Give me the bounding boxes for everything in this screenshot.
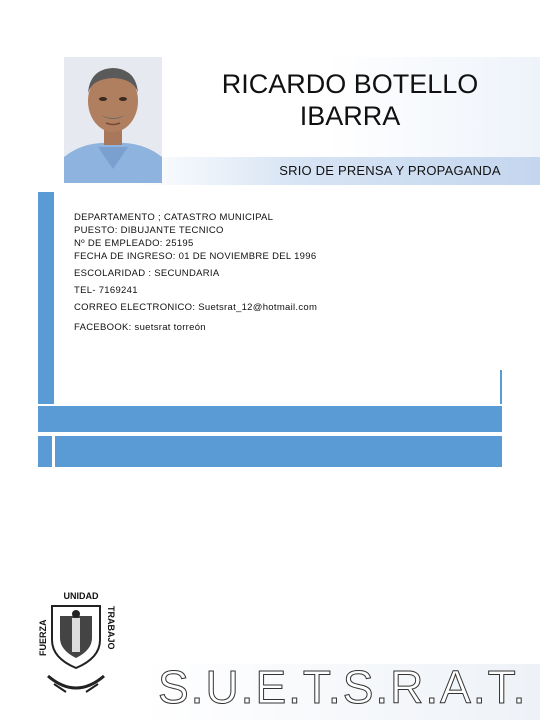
accent-band-2-left [38, 436, 52, 467]
info-hire-date: FECHA DE INGRESO: 01 DE NOVIEMBRE DEL 1996 [74, 251, 317, 262]
info-department: DEPARTAMENTO ; CATASTRO MUNICIPAL [74, 212, 274, 223]
person-name-line2: IBARRA [299, 101, 401, 131]
logo-left-text: FUERZA [38, 619, 48, 656]
info-phone: TEL- 7169241 [74, 285, 138, 296]
employee-info [74, 211, 494, 334]
person-name-line1: RICARDO BOTELLO [221, 69, 479, 99]
info-facebook: FACEBOOK: suetsrat torreón [74, 322, 206, 333]
info-employee-number: Nº DE EMPLEADO: 25195 [74, 238, 194, 249]
right-accent-line [500, 370, 502, 404]
person-name [200, 68, 500, 132]
info-email: CORREO ELECTRONICO: Suetsrat_12@hotmail.com [74, 302, 318, 313]
logo-top-text: UNIDAD [63, 591, 99, 601]
accent-band-1 [38, 406, 502, 432]
footer-union-name: S.U.E.T.S.R.A.T. [158, 661, 528, 713]
info-education: ESCOLARIDAD : SECUNDARIA [74, 268, 220, 279]
logo-right-text: TRABAJO [106, 606, 116, 650]
info-position: PUESTO: DIBUJANTE TECNICO [74, 225, 224, 236]
person-role: SRIO DE PRENSA Y PROPAGANDA [279, 163, 501, 178]
profile-photo [64, 57, 162, 183]
accent-band-2 [55, 436, 502, 467]
union-logo [36, 588, 126, 704]
left-accent-bar [38, 192, 54, 404]
